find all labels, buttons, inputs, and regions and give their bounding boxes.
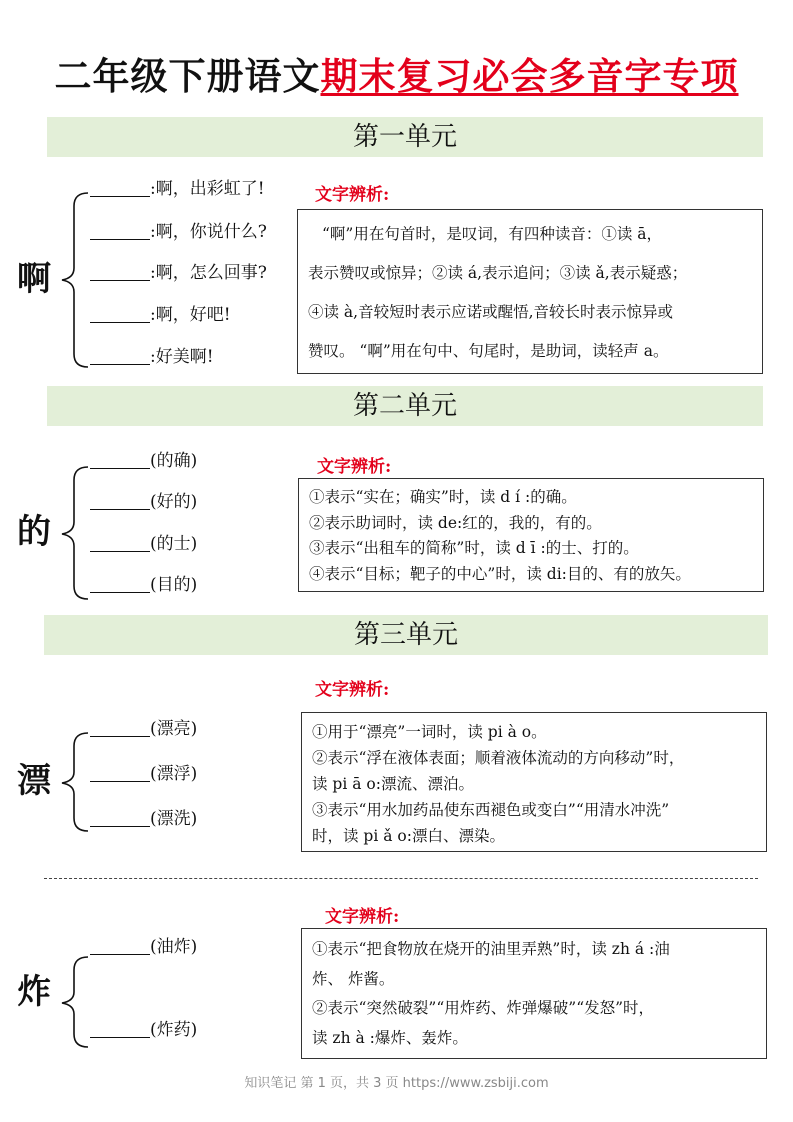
title-part1: 二年级下册语文 [54,55,321,98]
answer-blank[interactable] [90,825,150,827]
polyphone-char-piao: 漂 [17,761,51,801]
blank-item [90,811,197,828]
title-part2: 期末复习必会多音字专项 [320,55,739,98]
analysis-box [301,712,767,852]
blank-item [90,494,197,511]
blank-item [90,307,231,324]
item-text: (漂浮) [150,764,198,784]
item-text: :好美啊! [150,347,214,367]
answer-blank[interactable] [90,508,150,510]
page-footer: 知识笔记 第 1 页，共 3 页 https://www.zsbiji.com [244,1076,549,1091]
brace-bracket [54,952,94,1052]
brace-bracket [54,728,94,836]
analysis-box [301,928,767,1059]
blank-item [90,721,197,738]
unit-header-1: 第一单元 [47,117,763,157]
blank-item [90,181,265,198]
analysis-line: 表示赞叹或惊异；②读 á,表示追问；③读 ǎ,表示疑惑； [308,264,688,282]
blank-item [90,1022,197,1039]
analysis-box [298,478,764,592]
answer-blank[interactable] [90,238,150,240]
answer-blank[interactable] [90,953,150,955]
item-text: (油炸) [150,937,198,957]
analysis-box [297,209,763,374]
brace-bracket [54,188,94,372]
analysis-line: ②表示“突然破裂”“用炸药、炸弹爆破”“发怒”时， [312,999,655,1017]
analysis-line: 读 zh à :爆炸、轰炸。 [312,1028,468,1047]
item-text: (好的) [150,492,198,512]
analysis-line: ①表示“实在；确实”时，读 d í :的确。 [309,488,577,506]
analysis-line: ③表示“用水加药品使东西褪色或变白”“用清水冲洗” [312,801,670,819]
analysis-line: ①用于“漂亮”一词时，读 pi à o。 [312,723,547,741]
item-text: :啊，好吧! [150,305,231,325]
analysis-line: “啊”用在句首时，是叹词，有四种读音：①读 ā， [322,225,663,243]
answer-blank[interactable] [90,467,150,469]
analysis-line: 时，读 pi ǎ o:漂白、漂染。 [312,827,505,845]
answer-blank[interactable] [90,735,150,737]
item-text: (炸药) [150,1020,198,1040]
item-text: :啊，你说什么? [150,222,267,242]
analysis-line: ④读 à,音较短时表示应诺或醒悟,音较长时表示惊异或 [308,303,674,321]
page-title [0,46,793,100]
answer-blank[interactable] [90,195,150,197]
answer-blank[interactable] [90,780,150,782]
analysis-line: ④表示“目标；靶子的中心”时，读 di:目的、有的放矢。 [309,564,691,583]
blank-item [90,766,197,783]
item-text: (漂洗) [150,809,198,829]
item-text: :啊，出彩虹了! [150,179,265,199]
unit-header-3: 第三单元 [44,615,768,655]
brace-bracket [54,462,94,604]
answer-blank[interactable] [90,321,150,323]
unit-header-2: 第二单元 [47,386,763,426]
analysis-line: ③表示“出租车的简称”时，读 d ī :的士、打的。 [309,539,639,557]
answer-blank[interactable] [90,363,150,365]
analysis-line: ②表示“浮在液体表面；顺着液体流动的方向移动”时， [312,749,685,767]
blank-item [90,577,197,594]
blank-item [90,349,214,366]
answer-blank[interactable] [90,591,150,593]
blank-item [90,224,267,241]
analysis-line: ①表示“把食物放在烧开的油里弄熟”时，读 zh á :油 [312,940,670,958]
item-text: (漂亮) [150,719,198,739]
analysis-label: 文字辨析: [315,680,390,700]
answer-blank[interactable] [90,279,150,281]
analysis-label: 文字辨析: [325,907,400,927]
polyphone-char-de: 的 [17,512,51,552]
analysis-line: 读 pi ā o:漂流、漂泊。 [312,775,474,793]
section-divider [44,878,758,879]
analysis-line: 炸、 炸酱。 [312,969,395,988]
polyphone-char-a: 啊 [17,259,51,299]
item-text: (的士) [150,534,198,554]
analysis-label: 文字辨析: [315,185,390,205]
analysis-line: ②表示助词时，读 de:红的，我的，有的。 [309,513,602,532]
blank-item [90,453,197,470]
blank-item [90,939,197,956]
item-text: (目的) [150,575,198,595]
analysis-label: 文字辨析: [317,457,392,477]
blank-item [90,536,197,553]
item-text: (的确) [150,451,198,471]
answer-blank[interactable] [90,1036,150,1038]
polyphone-char-zha: 炸 [17,972,51,1012]
analysis-line: 赞叹。 “啊”用在句中、句尾时，是助词，读轻声 a。 [308,342,669,360]
item-text: :啊，怎么回事? [150,263,267,283]
answer-blank[interactable] [90,550,150,552]
blank-item [90,265,267,282]
